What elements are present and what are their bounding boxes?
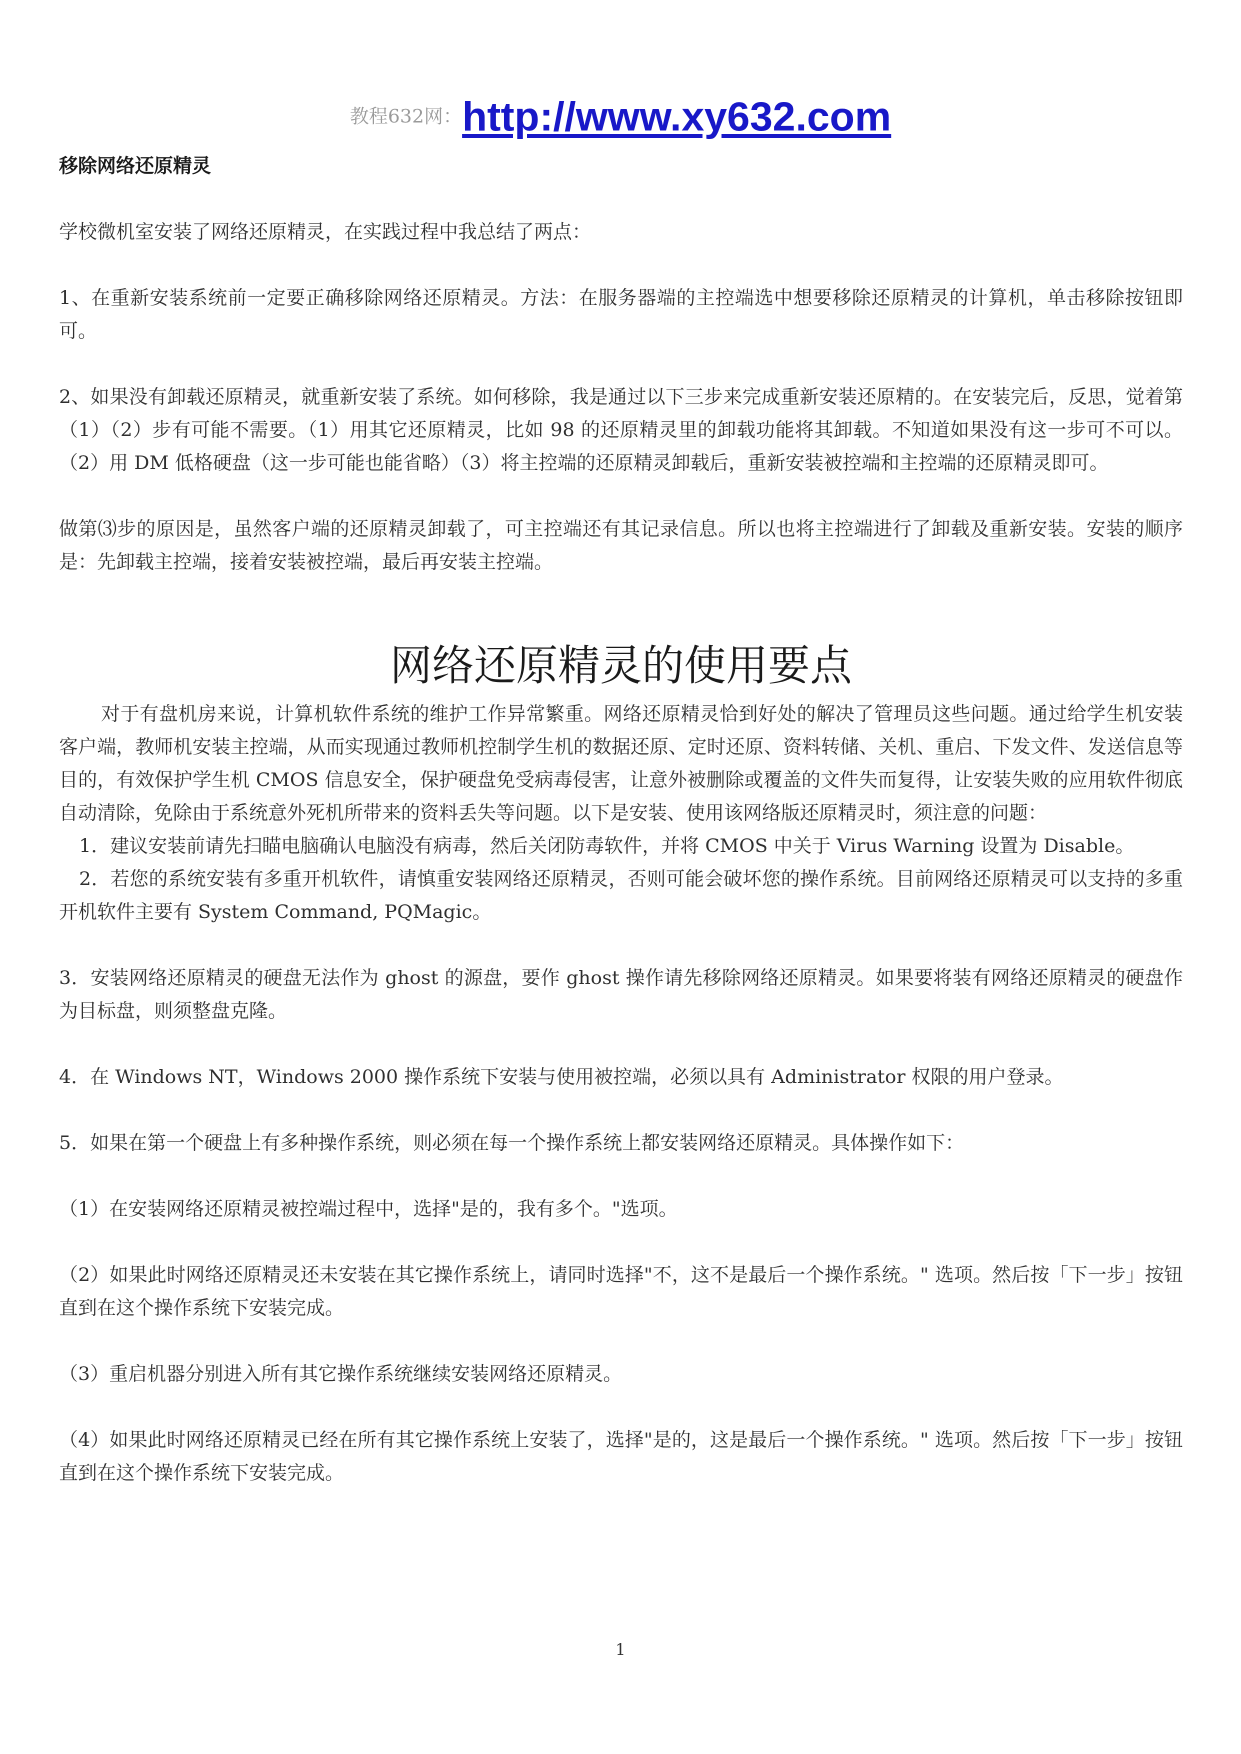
section1-title: 移除网络还原精灵 (59, 155, 212, 177)
document-body (59, 150, 1183, 1490)
page-header (0, 86, 1241, 147)
header-site-link[interactable]: http://www.xy632.com (462, 93, 892, 140)
section2-intro: 对于有盘机房来说，计算机软件系统的维护工作异常繁重。网络还原精灵恰到好处的解决了管理员这些问题。通过给学生机安装客户端，教师机安装主控端，从而实现通过教师机控制学生机的数据还原、定时还原、资料转储、关机、重启、下发文件、发送信息等目的，有效保护学生机 CMOS 信息安全，保护硬盘免受病毒侵害，让意外被删除或覆盖的文件失而复得，让安装失败的应用软件彻底自动清除，免除由于系统意外死机所带来的资料丢失等问题。以下是安装、使用该网络版还原精灵时，须注意的问题： (59, 703, 1183, 824)
section2-subitem-3: （3）重启机器分别进入所有其它操作系统继续安装网络还原精灵。 (59, 1363, 623, 1385)
section2-subitem-4: （4）如果此时网络还原精灵已经在所有其它操作系统上安装了，选择"是的，这是最后一个操作系统。" 选项。然后按「下一步」按钮直到在这个操作系统下安装完成。 (59, 1429, 1183, 1484)
section2-title: 网络还原精灵的使用要点 (389, 641, 852, 690)
section2-item-1: 1．建议安装前请先扫瞄电脑确认电脑没有病毒，然后关闭防毒软件，并将 CMOS 中关于 Virus Warning 设置为 Disable。 (79, 835, 1135, 857)
section2-item-4: 4．在 Windows NT，Windows 2000 操作系统下安装与使用被控端，必须以具有 Administrator 权限的用户登录。 (59, 1066, 1064, 1088)
section2-item-5: 5．如果在第一个硬盘上有多种操作系统，则必须在每一个操作系统上都安装网络还原精灵。具体操作如下： (59, 1132, 965, 1154)
section1-paragraph-2: 1、在重新安装系统前一定要正确移除网络还原精灵。方法：在服务器端的主控端选中想要移除还原精灵的计算机，单击移除按钮即可。 (59, 287, 1183, 342)
section1-paragraph-3: 2、如果没有卸载还原精灵，就重新安装了系统。如何移除，我是通过以下三步来完成重新安装还原精的。在安装完后，反思，觉着第（1）（2）步有可能不需要。（1）用其它还原精灵，比如 98 的还原精灵里的卸载功能将其卸载。不知道如果没有这一步可不可以。（2）用 DM 低格硬盘（这一步可能也能省略）（3）将主控端的还原精灵卸载后，重新安装被控端和主控端的还原精灵即可。 (59, 386, 1183, 474)
section2-item-3: 3．安装网络还原精灵的硬盘无法作为 ghost 的源盘，要作 ghost 操作请先移除网络还原精灵。如果要将装有网络还原精灵的硬盘作为目标盘，则须整盘克隆。 (59, 967, 1183, 1022)
header-site-label: 教程632网： (349, 105, 463, 128)
section2-item-2: 2．若您的系统安装有多重开机软件，请慎重安装网络还原精灵，否则可能会破坏您的操作系统。目前网络还原精灵可以支持的多重开机软件主要有 System Command, PQMagic。 (59, 868, 1183, 923)
section2-subitem-1: （1）在安装网络还原精灵被控端过程中，选择"是的，我有多个。"选项。 (59, 1198, 678, 1220)
section1-paragraph-4: 做第⑶步的原因是，虽然客户端的还原精灵卸载了，可主控端还有其记录信息。所以也将主控端进行了卸载及重新安装。安装的顺序是：先卸载主控端，接着安装被控端，最后再安装主控端。 (59, 518, 1183, 573)
section2-subitem-2: （2）如果此时网络还原精灵还未安装在其它操作系统上，请同时选择"不，这不是最后一个操作系统。" 选项。然后按「下一步」按钮直到在这个操作系统下安装完成。 (59, 1264, 1183, 1319)
section1-paragraph-1: 学校微机室安装了网络还原精灵，在实践过程中我总结了两点： (59, 221, 592, 243)
page-number: 1 (615, 1640, 626, 1659)
